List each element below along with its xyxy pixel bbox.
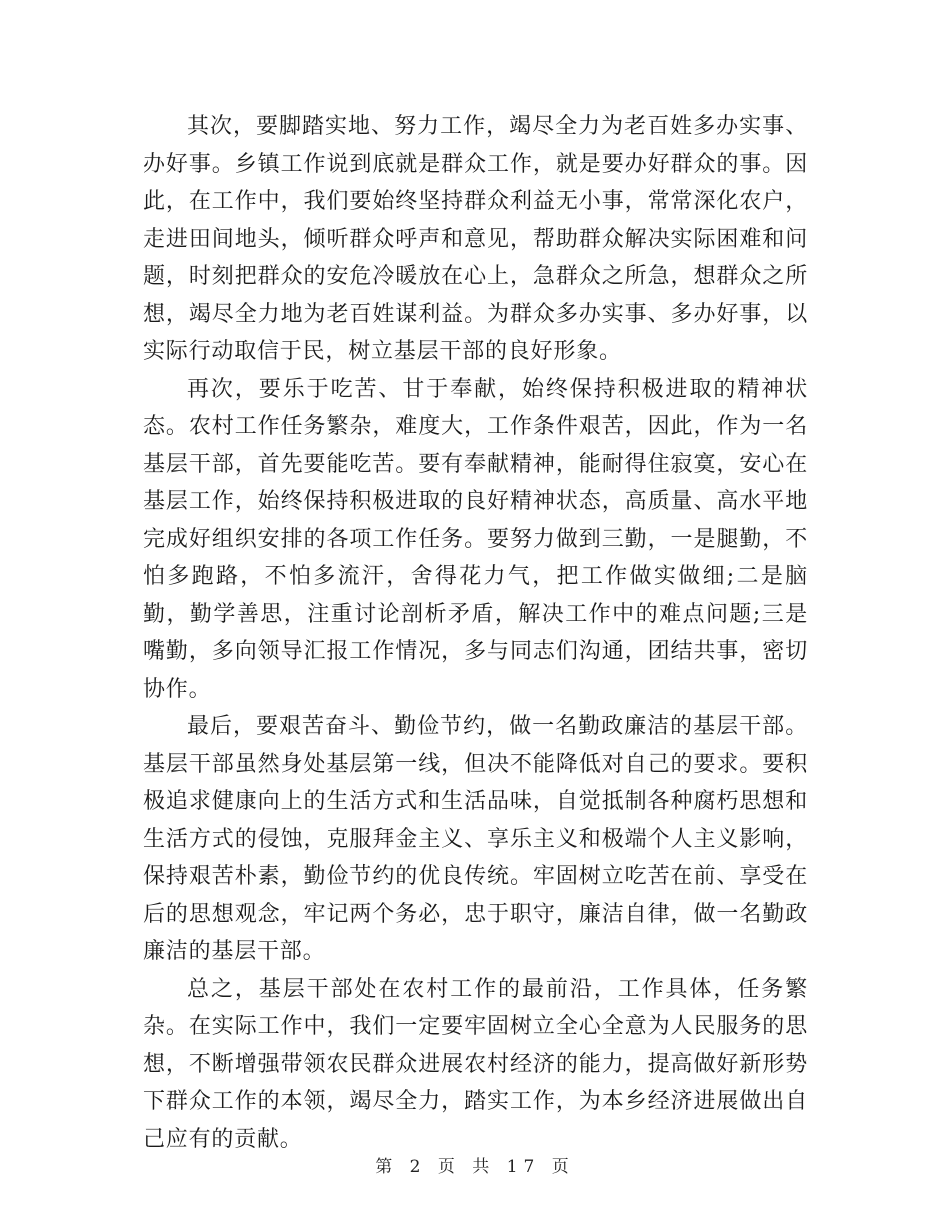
page-number: 第 2 页 共 17 页	[375, 1157, 575, 1177]
paragraph-1: 其次，要脚踏实地、努力工作，竭尽全力为老百姓多办实事、办好事。乡镇工作说到底就是群众工作，就是要办好群众的事。因此，在工作中，我们要始终坚持群众利益无小事，常常深化农户，走进田间地头，倾听群众呼声和意见，帮助群众解决实际困难和问题，时刻把群众的安危冷暖放在心上，急群众之所急，想群众之所想，竭尽全力地为老百姓谋利益。为群众多办实事、多办好事，以实际行动取信于民，树立基层干部的良好形象。	[143, 114, 808, 364]
paragraph-4: 总之，基层干部处在农村工作的最前沿，工作具体，任务繁杂。在实际工作中，我们一定要牢固树立全心全意为人民服务的思想，不断增强带领农民群众进展农村经济的能力，提高做好新形势下群众工作的本领，竭尽全力，踏实工作，为本乡经济进展做出自己应有的贡献。	[143, 976, 808, 1152]
paragraph-3: 最后，要艰苦奋斗、勤俭节约，做一名勤政廉洁的基层干部。基层干部虽然身处基层第一线，但决不能降低对自己的要求。要积极追求健康向上的生活方式和生活品味，自觉抵制各种腐朽思想和生活方式的侵蚀，克服拜金主义、享乐主义和极端个人主义影响，保持艰苦朴素，勤俭节约的优良传统。牢固树立吃苦在前、享受在后的思想观念，牢记两个务必，忠于职守，廉洁自律，做一名勤政廉洁的基层干部。	[143, 714, 808, 964]
document-body	[143, 108, 808, 1158]
paragraph-2: 再次，要乐于吃苦、甘于奉献，始终保持积极进取的精神状态。农村工作任务繁杂，难度大，工作条件艰苦，因此，作为一名基层干部，首先要能吃苦。要有奉献精神，能耐得住寂寞，安心在基层工作，始终保持积极进取的良好精神状态，高质量、高水平地完成好组织安排的各项工作任务。要努力做到三勤，一是腿勤，不怕多跑路，不怕多流汗，舍得花力气，把工作做实做细;二是脑勤，勤学善思，注重讨论剖析矛盾，解决工作中的难点问题;三是嘴勤，多向领导汇报工作情况，多与同志们沟通，团结共事，密切协作。	[143, 376, 808, 702]
page-footer	[0, 1152, 950, 1177]
